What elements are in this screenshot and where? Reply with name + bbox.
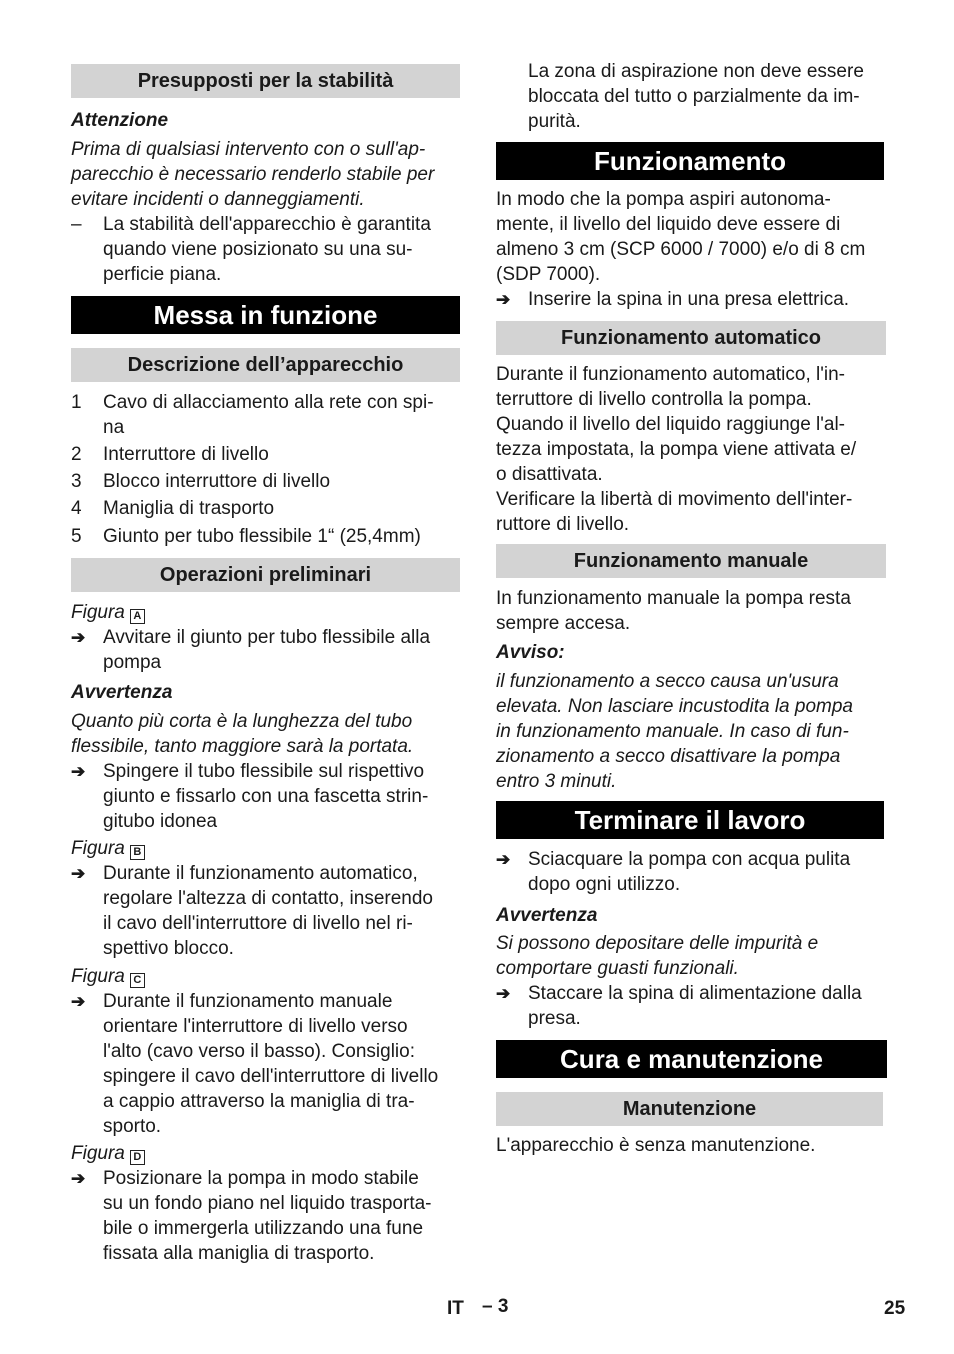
funz-text xyxy=(496,187,886,287)
attention-text-1: Prima di qualsiasi intervento con o sull'ap- xyxy=(71,139,426,160)
continued-text xyxy=(496,59,886,134)
arrow-icon: ➔ xyxy=(71,628,86,647)
step-line: regolare l'altezza di contatto, inserendo xyxy=(103,888,433,909)
part-label: na xyxy=(103,417,125,438)
text-line: bloccata del tutto o parzialmente da im- xyxy=(528,86,860,107)
step-3 xyxy=(71,861,460,961)
step-line: presa. xyxy=(528,1008,581,1029)
figure-label: Figura xyxy=(71,602,125,623)
part-number: 4 xyxy=(71,498,82,519)
heading-cura: Cura e manutenzione xyxy=(496,1040,887,1078)
part-number: 3 xyxy=(71,471,82,492)
text-line: Si possono depositare delle impurità e xyxy=(496,933,819,954)
text-line: ruttore di livello. xyxy=(496,514,630,535)
heading-messa-in-funzione: Messa in funzione xyxy=(71,296,460,334)
note-label: Avvertenza xyxy=(71,682,173,703)
step-line: orientare l'interruttore di livello verso xyxy=(103,1016,408,1037)
term-step-2 xyxy=(496,981,886,1031)
figure-letter-icon: B xyxy=(130,845,145,860)
arrow-icon: ➔ xyxy=(496,850,511,869)
note-text-1: Quanto più corta è la lunghezza del tubo xyxy=(71,711,413,732)
arrow-icon: ➔ xyxy=(496,984,511,1003)
text-line: mente, il livello del liquido deve essere di xyxy=(496,214,841,235)
text-line: In modo che la pompa aspiri autonoma- xyxy=(496,189,831,210)
step-line: l'alto (cavo verso il basso). Consiglio: xyxy=(103,1041,415,1062)
part-number: 1 xyxy=(71,392,82,413)
part-item-5 xyxy=(71,524,460,549)
step-line: Durante il funzionamento automatico, xyxy=(103,863,418,884)
figure-letter-icon: C xyxy=(130,973,145,988)
step-line: sporto. xyxy=(103,1116,162,1137)
heading-operazioni: Operazioni preliminari xyxy=(71,558,460,592)
text-line: Verificare la libertà di movimento dell'inter- xyxy=(496,489,853,510)
text-line: tezza impostata, la pompa viene attivata e/ xyxy=(496,439,857,460)
step-line: Staccare la spina di alimentazione dalla xyxy=(528,983,862,1004)
note-text-right xyxy=(496,931,886,981)
heading-funzionamento: Funzionamento xyxy=(496,142,884,180)
text-line: Durante il funzionamento automatico, l'in- xyxy=(496,364,845,385)
step-4 xyxy=(71,989,460,1139)
stability-item xyxy=(71,212,460,287)
step-2 xyxy=(71,759,460,834)
dash-marker: – xyxy=(71,214,82,235)
text-line: In funzionamento manuale la pompa resta xyxy=(496,588,851,609)
man-text xyxy=(496,586,886,636)
arrow-icon: ➔ xyxy=(71,762,86,781)
part-label: Giunto per tubo flessibile 1“ (25,4mm) xyxy=(103,526,421,547)
figure-letter-icon: A xyxy=(130,609,145,624)
figure-ref-c xyxy=(71,964,460,989)
text-line: (SDP 7000). xyxy=(496,264,601,285)
step-line: Posizionare la pompa in modo stabile xyxy=(103,1168,419,1189)
part-label: Blocco interruttore di livello xyxy=(103,471,331,492)
note-label-right: Avvertenza xyxy=(496,905,598,926)
text-line: sempre accesa. xyxy=(496,613,631,634)
step-line: Spingere il tubo flessibile sul rispettivo xyxy=(103,761,425,782)
heading-stability: Presupposti per la stabilità xyxy=(71,64,460,98)
figure-ref-b xyxy=(71,836,460,861)
attention-label: Attenzione xyxy=(71,110,169,131)
text-line: elevata. Non lasciare incustodita la pompa xyxy=(496,696,853,717)
page-number: 25 xyxy=(884,1298,906,1319)
part-item-2 xyxy=(71,442,460,467)
heading-funz-manuale: Funzionamento manuale xyxy=(496,544,886,578)
arrow-icon: ➔ xyxy=(71,992,86,1011)
text-line: entro 3 minuti. xyxy=(496,771,617,792)
step-line: Durante il funzionamento manuale xyxy=(103,991,393,1012)
text-line: terruttore di livello controlla la pompa. xyxy=(496,389,812,410)
attention-text-3: evitare incidenti o danneggiamenti. xyxy=(71,189,365,210)
figure-label: Figura xyxy=(71,838,125,859)
step-line: bile o immergerla utilizzando una fune xyxy=(103,1218,424,1239)
heading-descrizione: Descrizione dell’apparecchio xyxy=(71,348,460,382)
figure-letter-icon: D xyxy=(130,1150,145,1165)
heading-terminare: Terminare il lavoro xyxy=(496,801,884,839)
part-item-4 xyxy=(71,496,460,521)
text-line: o disattivata. xyxy=(496,464,603,485)
avviso-text xyxy=(496,669,886,794)
arrow-icon: ➔ xyxy=(496,290,511,309)
part-label: Cavo di allacciamento alla rete con spi- xyxy=(103,392,434,413)
step-line: dopo ogni utilizzo. xyxy=(528,874,681,895)
step-line: Inserire la spina in una presa elettrica. xyxy=(528,289,850,310)
step-line: giunto e fissarlo con una fascetta strin- xyxy=(103,786,429,807)
heading-funz-automatico: Funzionamento automatico xyxy=(496,321,886,355)
part-label: Maniglia di trasporto xyxy=(103,498,275,519)
text-line: Quando il livello del liquido raggiunge l'al- xyxy=(496,414,846,435)
step-line: pompa xyxy=(103,652,162,673)
step-line: spettivo blocco. xyxy=(103,938,234,959)
text-line: comportare guasti funzionali. xyxy=(496,958,739,979)
step-line: Sciacquare la pompa con acqua pulita xyxy=(528,849,851,870)
footer-section: – 3 xyxy=(482,1296,509,1317)
step-line: Avvitare il giunto per tubo flessibile alla xyxy=(103,627,431,648)
text-line: almeno 3 cm (SCP 6000 / 7000) e/o di 8 cm xyxy=(496,239,866,260)
figure-label: Figura xyxy=(71,1143,125,1164)
funz-step xyxy=(496,287,886,312)
attention-text-2: parecchio è necessario renderlo stabile per xyxy=(71,164,435,185)
manut-text: L'apparecchio è senza manutenzione. xyxy=(496,1135,816,1156)
note-text-2: flessibile, tanto maggiore sarà la portata. xyxy=(71,736,414,757)
part-number: 2 xyxy=(71,444,82,465)
text-line: purità. xyxy=(528,111,581,132)
arrow-icon: ➔ xyxy=(71,864,86,883)
text-line: in funzionamento manuale. In caso di fun- xyxy=(496,721,849,742)
stability-line-2: quando viene posizionato su una su- xyxy=(103,239,413,260)
stability-line-3: perficie piana. xyxy=(103,264,222,285)
figure-ref-d xyxy=(71,1141,460,1166)
stability-line-1: La stabilità dell'apparecchio è garantita xyxy=(103,214,431,235)
step-line: il cavo dell'interruttore di livello nel ri- xyxy=(103,913,413,934)
part-number: 5 xyxy=(71,526,82,547)
step-line: gitubo idonea xyxy=(103,811,218,832)
step-line: a cappio attraverso la maniglia di tra- xyxy=(103,1091,415,1112)
part-item-1 xyxy=(71,390,460,440)
text-line: La zona di aspirazione non deve essere xyxy=(528,61,864,82)
footer-language: IT xyxy=(447,1298,464,1319)
part-item-3 xyxy=(71,469,460,494)
figure-label: Figura xyxy=(71,966,125,987)
text-line: zionamento a secco disattivare la pompa xyxy=(496,746,841,767)
auto-text xyxy=(496,362,886,537)
step-line: spingere il cavo dell'interruttore di livello xyxy=(103,1066,439,1087)
part-label: Interruttore di livello xyxy=(103,444,269,465)
step-line: fissata alla maniglia di trasporto. xyxy=(103,1243,375,1264)
avviso-label: Avviso: xyxy=(496,642,565,663)
term-step xyxy=(496,847,886,897)
figure-ref-a xyxy=(71,600,460,625)
arrow-icon: ➔ xyxy=(71,1169,86,1188)
step-1 xyxy=(71,625,460,675)
heading-manutenzione: Manutenzione xyxy=(496,1092,883,1126)
step-5 xyxy=(71,1166,460,1266)
step-line: su un fondo piano nel liquido trasporta- xyxy=(103,1193,432,1214)
text-line: il funzionamento a secco causa un'usura xyxy=(496,671,839,692)
